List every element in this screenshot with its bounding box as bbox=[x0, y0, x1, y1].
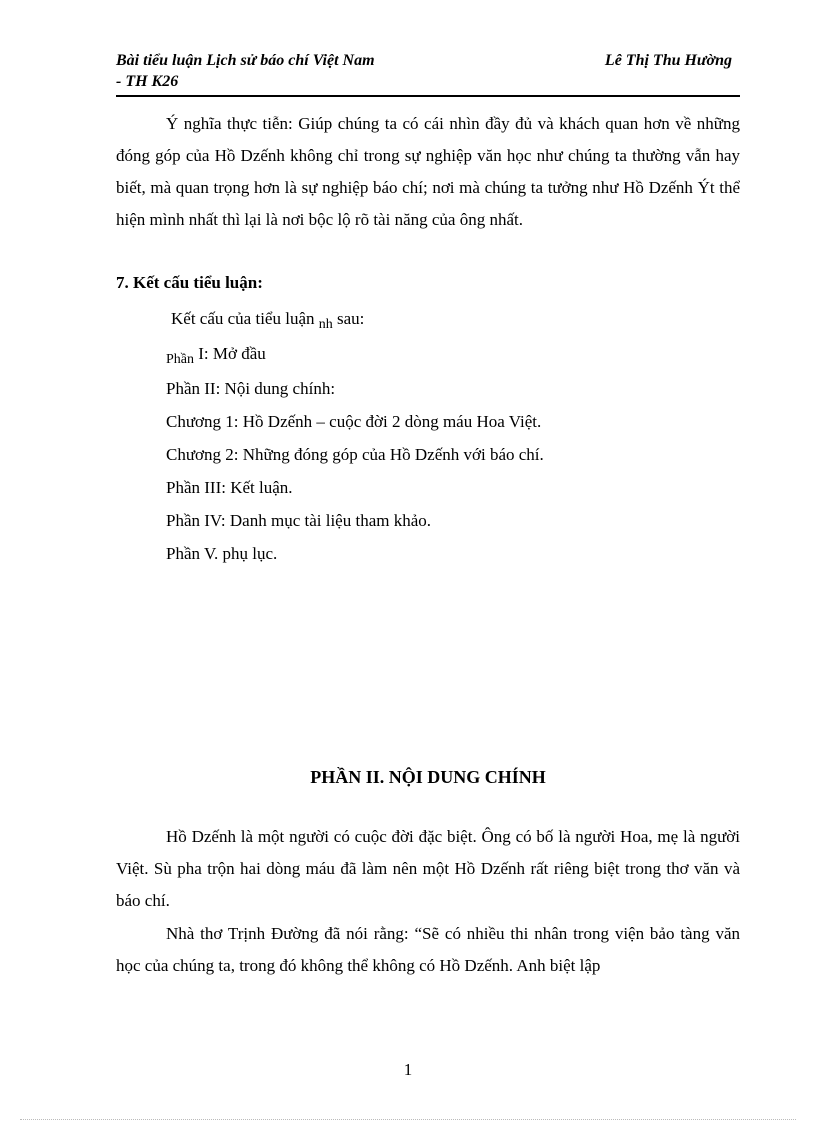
footer-divider bbox=[20, 1119, 796, 1120]
outline-intro bbox=[166, 302, 726, 337]
header-divider bbox=[116, 95, 740, 97]
paragraph-biography: Hồ Dzếnh là một người có cuộc đời đặc biệt. Ông có bố là người Hoa, mẹ là người Việt. Sù pha trộn hai dòng máu đã làm nên một Hồ Dzếnh rất riêng biệt trong thơ văn và báo chí. bbox=[116, 827, 740, 910]
outline-part-1-label: Phần bbox=[166, 352, 194, 367]
header-title: Bài tiểu luận Lịch sử báo chí Việt Nam bbox=[116, 52, 375, 69]
outline-part-1-text: I: Mở đầu bbox=[198, 344, 266, 363]
outline-part-2: Phần II: Nội dung chính: bbox=[166, 379, 336, 398]
outline-part-5: Phần V. phụ lục. bbox=[166, 544, 278, 563]
outline-intro-text: Kết cấu của tiểu luận bbox=[171, 309, 315, 328]
outline-chapter-1: Chương 1: Hồ Dzếnh – cuộc đời 2 dòng máu Hoa Việt. bbox=[166, 412, 542, 431]
outline-part-4: Phần IV: Danh mục tài liệu tham khảo. bbox=[166, 511, 432, 530]
outline-intro-sub: nh bbox=[318, 317, 333, 332]
header-author: Lê Thị Thu Hường bbox=[604, 52, 732, 69]
header-title-block bbox=[116, 50, 456, 92]
structure-outline bbox=[166, 302, 726, 570]
outline-part-1 bbox=[166, 337, 726, 372]
section-heading-structure: 7. Kết cấu tiểu luận: bbox=[116, 273, 263, 292]
outline-chapter-2: Chương 2: Những đóng góp của Hồ Dzếnh với báo chí. bbox=[166, 445, 544, 464]
paragraph-practical-significance: Ý nghĩa thực tiễn: Giúp chúng ta có cái nhìn đầy đủ và khách quan hơn về những đóng góp của Hồ Dzếnh không chỉ trong sự nghiệp văn học như chúng ta thường vẫn hay biết, mà quan trọng hơn là sự nghiệp báo chí; nơi mà chúng ta tưởng như Hồ Dzếnh Ýt thể hiện mình nhất thì lại là nơi bộc lộ rõ tài năng của ông nhất. bbox=[116, 114, 740, 229]
page-number: 1 bbox=[403, 1060, 413, 1079]
paragraph-quote: Nhà thơ Trịnh Đường đã nói rằng: “Sẽ có nhiều thi nhân trong viện bảo tàng văn học của chúng ta, trong đó không thể không có Hồ Dzếnh. Anh biệt lập bbox=[116, 924, 740, 975]
section-title: PHẦN II. NỘI DUNG CHÍNH bbox=[310, 767, 546, 787]
outline-intro-end: sau: bbox=[337, 309, 365, 328]
header-class: - TH K26 bbox=[116, 73, 179, 90]
outline-part-3: Phần III: Kết luận. bbox=[166, 478, 293, 497]
